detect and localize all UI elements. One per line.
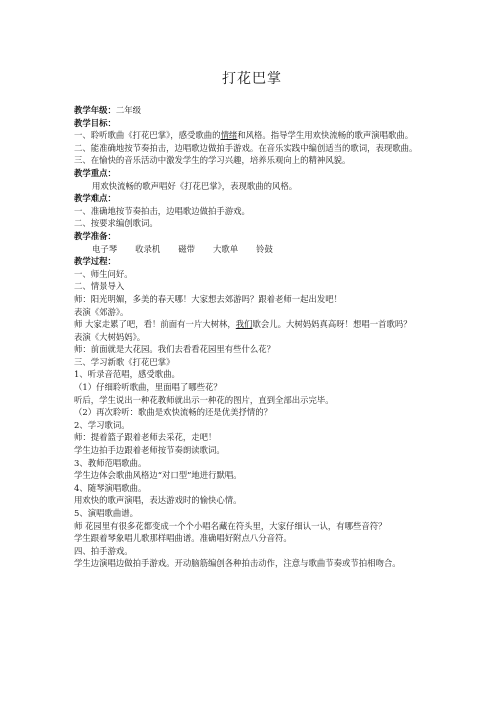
process-line: （2）再次聆听：歌曲是欢快流畅的还是优美抒情的？ <box>74 407 272 418</box>
process-line: 听后，学生说出一种花教师就出示一种花的图片，直到全部出示完毕。 <box>74 394 334 405</box>
document-title: 打花巴掌 <box>222 71 282 87</box>
grade-label: 教学年级： <box>74 105 116 115</box>
difficulty-heading: 教学难点： <box>74 193 116 204</box>
process-line: 4、随琴演唱歌曲。 <box>74 482 147 493</box>
material-item: 磁带 <box>178 243 195 254</box>
process-line: 2、学习歌词。 <box>74 419 130 430</box>
material-item: 铃鼓 <box>256 243 273 254</box>
goal-1-text-a: 一、聆听歌曲《打花巴掌》，感受歌曲的 <box>74 130 221 141</box>
goal-3: 三、在愉快的音乐活动中激发学生的学习兴趣，培养乐观向上的精神风貌。 <box>74 155 351 166</box>
process-line: 表演《大树妈妈》。 <box>74 331 146 342</box>
document-page <box>74 68 430 570</box>
process-line: 学生跟着琴象唱儿歌那样唱曲谱。准确唱好附点八分音符。 <box>74 533 292 544</box>
process-underlined-word: 我们 <box>235 319 253 330</box>
goal-1-underlined-word: 情绪 <box>220 130 238 141</box>
material-item: 收录机 <box>135 243 161 254</box>
difficulty-2: 二、按要求编创歌词。 <box>74 218 158 229</box>
process-line: 1、听录音范唱，感受歌曲。 <box>74 369 180 380</box>
process-line: 四、拍手游戏。 <box>74 545 133 556</box>
process-line: 一、师生问好。 <box>74 268 133 279</box>
grade-value: 二年级 <box>115 105 141 115</box>
process-line: 5、演唱歌曲谱。 <box>74 508 138 518</box>
process-line: 师：提着篮子跟着老师去采花，走吧！ <box>74 432 217 443</box>
process-line: 三、学习新歌《打花巴掌》 <box>74 356 175 367</box>
process-line: 用欢快的歌声演唱，表达游戏时的愉快心情。 <box>74 495 242 506</box>
process-line: 学生边体会歌曲风格边“对口型”地进行默唱。 <box>74 470 242 481</box>
process-text-b: 歇会儿。大树妈妈真高呀！想唱一首歌吗？ <box>252 319 412 330</box>
process-line: 表演《郊游》。 <box>74 306 129 317</box>
difficulty-1: 一、准确地按节奏拍击，边唱歌边做拍手游戏。 <box>74 205 250 216</box>
process-line: 二、情景导入 <box>74 281 125 292</box>
prep-heading: 教学准备： <box>74 230 116 241</box>
process-heading: 教学过程： <box>74 256 116 267</box>
materials-list <box>74 243 430 256</box>
process-line: 学生边拍手边跟着老师按节奏朗读歌词。 <box>74 445 225 456</box>
process-text-a: 师 大家走累了吧，看！前面有一片大树林， <box>74 319 236 330</box>
process-line: 师 花园里有很多花都变成一个个小唱名藏在符头里，大家仔细认一认，有哪些音符？ <box>74 520 387 531</box>
process-line: 师：前面就是大花园。我们去看看花园里有些什么花？ <box>74 344 275 355</box>
goal-2: 二、能准确地按节奏拍击，边唱歌边做拍手游戏。在音乐实践中编创适当的歌词，表现歌曲。 <box>74 142 418 153</box>
process-line: 学生边演唱边做拍手游戏。开动脑筋编创各种拍击动作，注意与歌曲节奏或节拍相吻合。 <box>74 558 401 569</box>
material-item: 电子琴 <box>92 243 118 254</box>
process-line: 3、教师范唱歌曲。 <box>74 457 147 468</box>
grade-line <box>74 104 430 117</box>
process-line: （1）仔细聆听歌曲，里面唱了哪些花？ <box>74 382 222 393</box>
process-line: 师：阳光明媚，多美的春天哪！大家想去郊游吗？跟着老师一起出发吧！ <box>74 293 342 304</box>
process-line <box>74 318 430 331</box>
goal-1 <box>74 129 430 142</box>
goal-1-text-b: 和风格。指导学生用欢快流畅的歌声演唱歌曲。 <box>237 130 414 141</box>
material-item: 大歌单 <box>213 243 239 254</box>
key-heading: 教学重点： <box>74 167 116 178</box>
key-point-1: 用欢快流畅的歌声唱好《打花巴掌》，表现歌曲的风格。 <box>92 180 298 191</box>
goals-heading: 教学目标： <box>74 117 116 128</box>
